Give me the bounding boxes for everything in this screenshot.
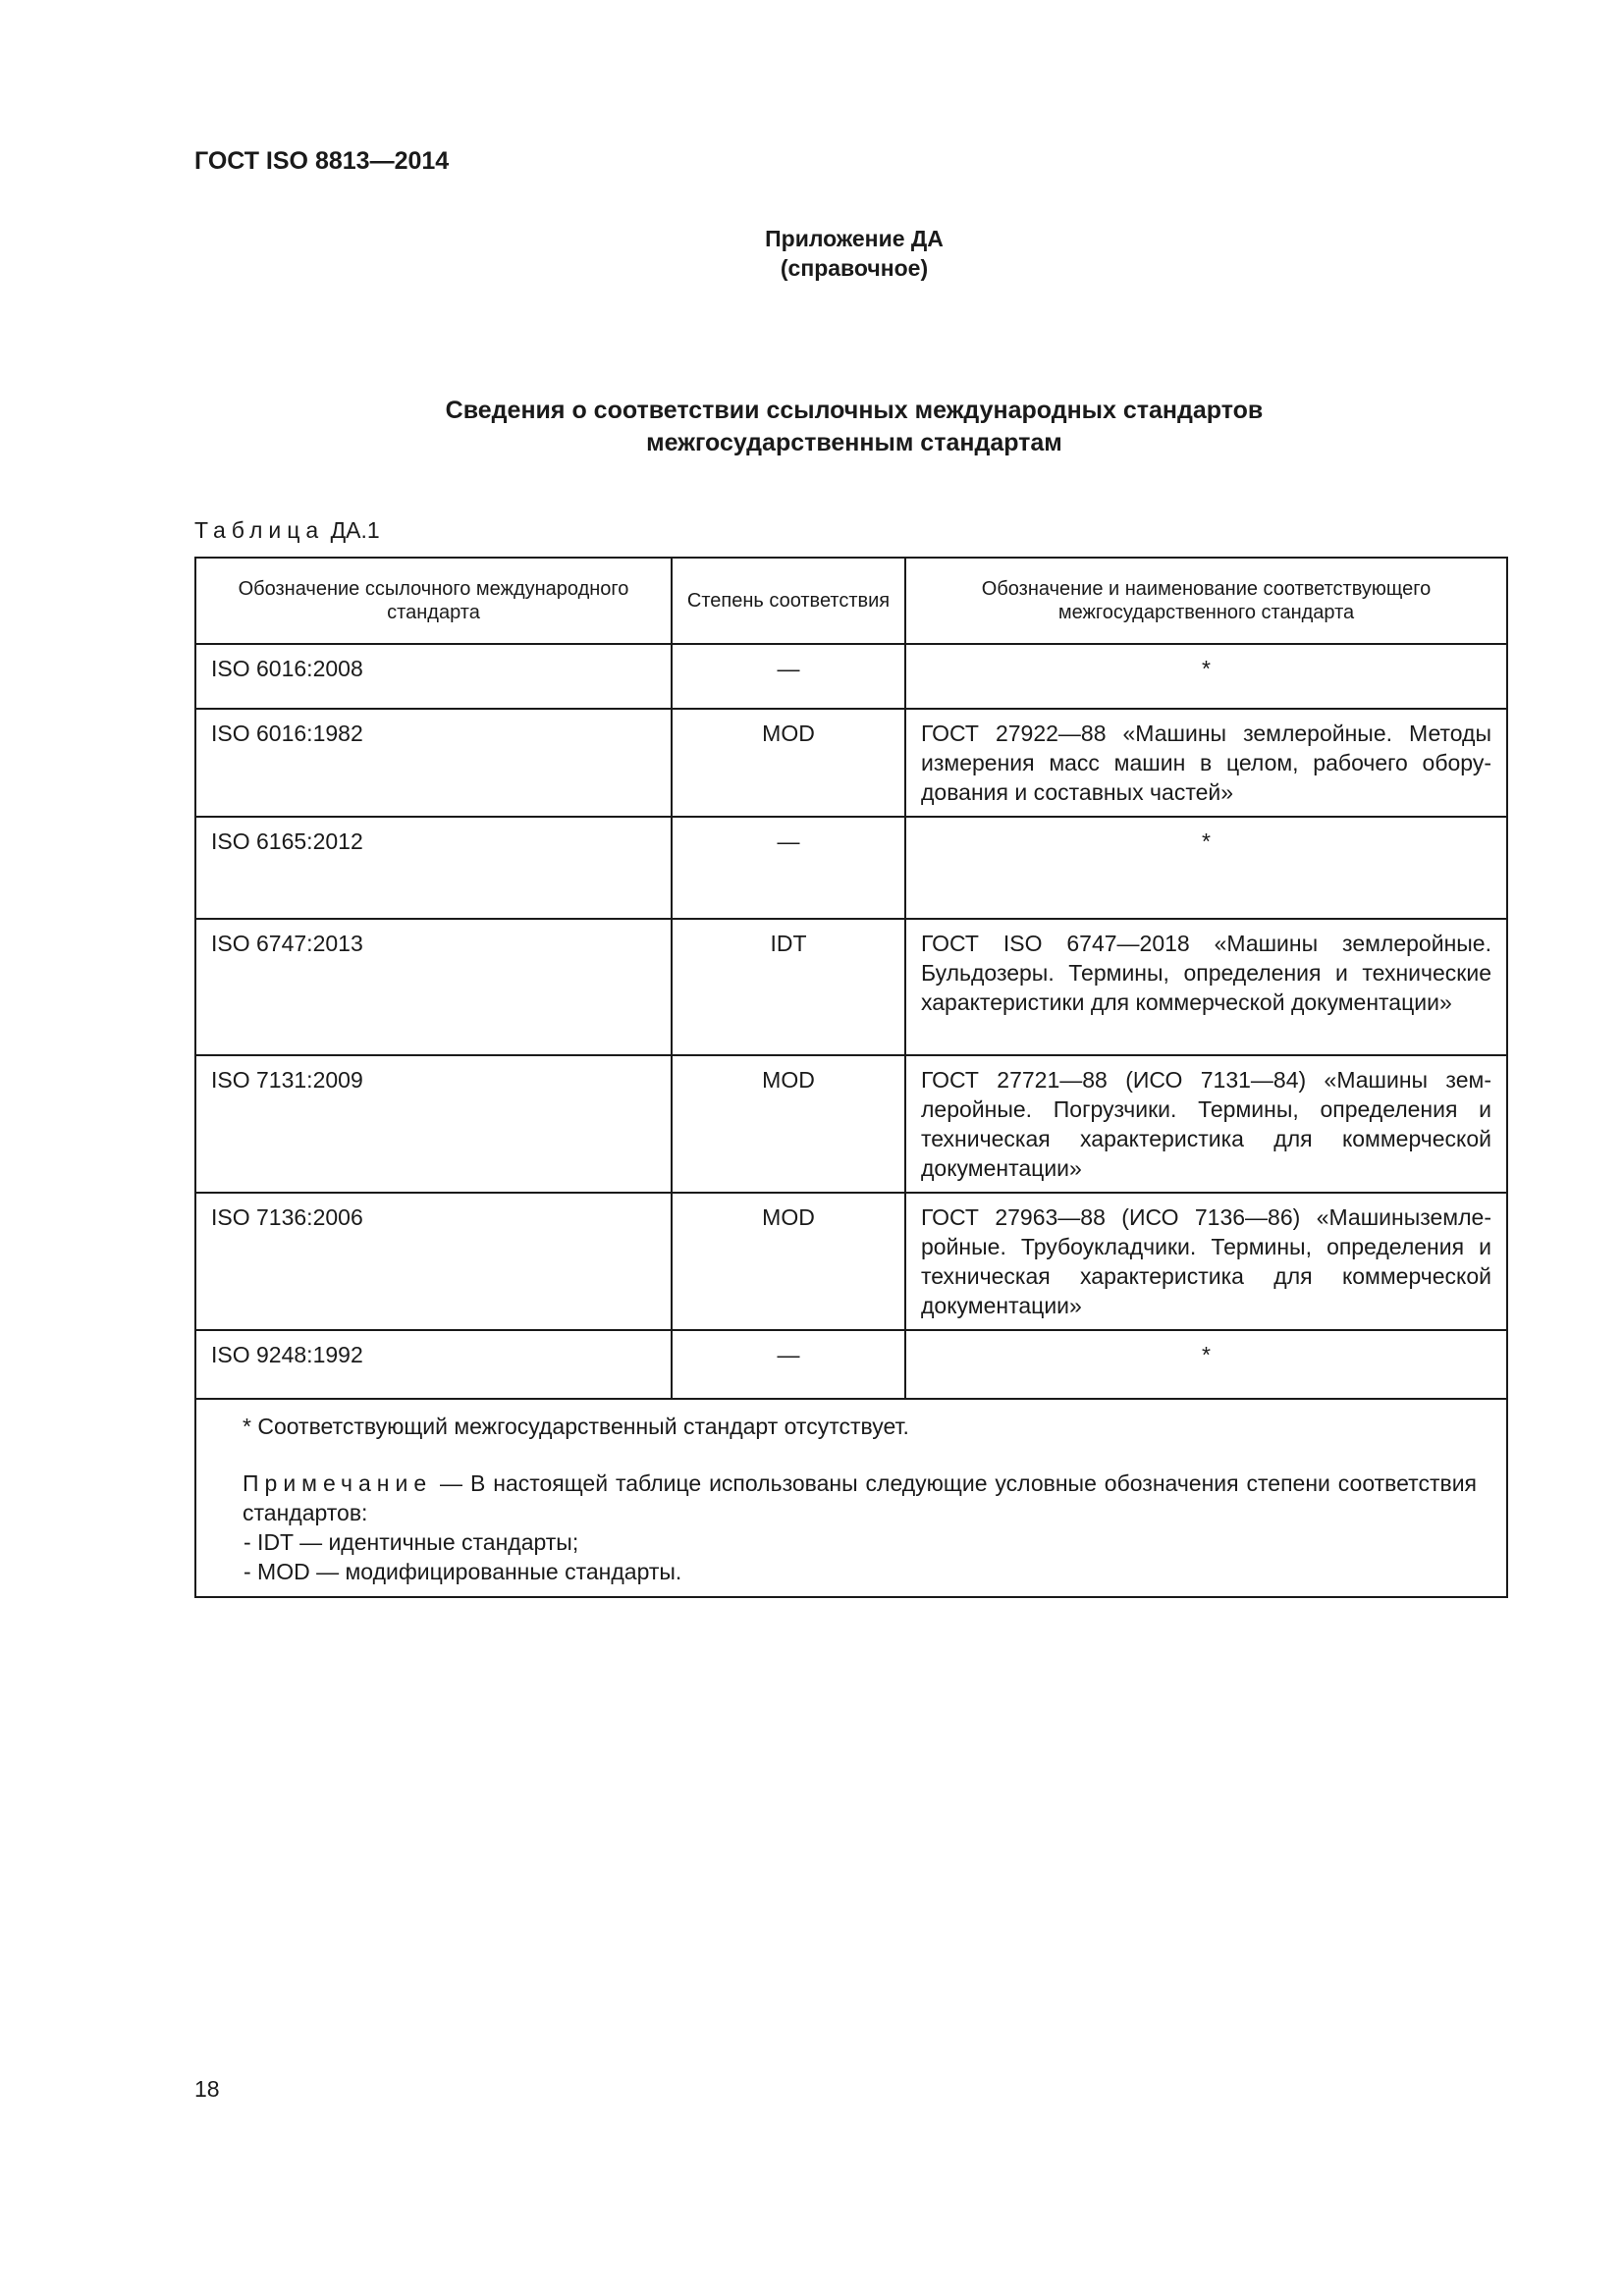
table-row xyxy=(195,1193,1507,1330)
appendix-heading xyxy=(628,224,1080,283)
document-code: ГОСТ ISO 8813—2014 xyxy=(194,147,450,175)
table-row xyxy=(195,1330,1507,1399)
table-row xyxy=(195,1055,1507,1193)
cell-reference: ISO 6165:2012 xyxy=(195,817,672,919)
note-label: Примечание xyxy=(243,1470,433,1496)
appendix-subtitle: (справочное) xyxy=(780,255,929,281)
table-caption-word: Таблица xyxy=(194,517,325,543)
column-header-interstate-standard: Обозначение и наименование соответствующего межгосударственного стандарта xyxy=(905,558,1507,644)
table-row xyxy=(195,644,1507,709)
cell-standard: * xyxy=(905,1330,1507,1399)
table-caption xyxy=(194,517,380,544)
note-list-item: - IDT — идентичные стандарты; xyxy=(244,1529,579,1555)
cell-degree: — xyxy=(672,817,905,919)
cell-reference: ISO 7136:2006 xyxy=(195,1193,672,1330)
column-header-degree: Степень соответствия xyxy=(672,558,905,644)
cell-standard: ГОСТ 27721—88 (ИСО 7131—84) «Машины землеройные. Погрузчики. Термины, определения и техническая характеристика для коммерческой документации» xyxy=(905,1055,1507,1193)
standards-table xyxy=(194,557,1508,1598)
table-row xyxy=(195,817,1507,919)
note-text: — В настоящей таблице использованы следующие условные обозначения степени соответствия стандартов: xyxy=(243,1470,1477,1525)
cell-standard: ГОСТ 27922—88 «Машины землеройные. Методы измерения масс машин в целом, рабочего оборудования и составных частей» xyxy=(905,709,1507,817)
cell-standard: * xyxy=(905,644,1507,709)
table-header-row xyxy=(195,558,1507,644)
cell-degree: — xyxy=(672,1330,905,1399)
footnote: * Соответствующий межгосударственный стандарт отсутствует. xyxy=(243,1414,909,1439)
page-number: 18 xyxy=(194,2076,220,2102)
cell-reference: ISO 6747:2013 xyxy=(195,919,672,1055)
cell-reference: ISO 9248:1992 xyxy=(195,1330,672,1399)
section-title-line-2: межгосударственным стандартам xyxy=(646,429,1062,456)
cell-degree: — xyxy=(672,644,905,709)
section-title-line-1: Сведения о соответствии ссылочных международных стандартов xyxy=(445,397,1264,424)
cell-degree: MOD xyxy=(672,1193,905,1330)
table-caption-number: ДА.1 xyxy=(324,517,380,543)
note-list-item: - MOD — модифицированные стандарты. xyxy=(244,1559,682,1584)
cell-standard: ГОСТ ISO 6747—2018 «Машины землеройные. Бульдозеры. Термины, определения и технические характеристики для коммерческой документации» xyxy=(905,919,1507,1055)
table-footer-row xyxy=(195,1399,1507,1597)
cell-standard: ГОСТ 27963—88 (ИСО 7136—86) «Машиныземлеройные. Трубоукладчики. Термины, определения и техническая характеристика для коммерческой документации» xyxy=(905,1193,1507,1330)
cell-reference: ISO 6016:2008 xyxy=(195,644,672,709)
table-row xyxy=(195,919,1507,1055)
cell-standard: * xyxy=(905,817,1507,919)
cell-reference: ISO 7131:2009 xyxy=(195,1055,672,1193)
section-title xyxy=(295,395,1414,459)
cell-reference: ISO 6016:1982 xyxy=(195,709,672,817)
table-row xyxy=(195,709,1507,817)
appendix-title: Приложение ДА xyxy=(765,226,944,251)
cell-degree: MOD xyxy=(672,1055,905,1193)
cell-degree: MOD xyxy=(672,709,905,817)
table-notes xyxy=(195,1399,1507,1597)
cell-degree: IDT xyxy=(672,919,905,1055)
note xyxy=(243,1468,1477,1527)
column-header-reference: Обозначение ссылочного международного стандарта xyxy=(195,558,672,644)
